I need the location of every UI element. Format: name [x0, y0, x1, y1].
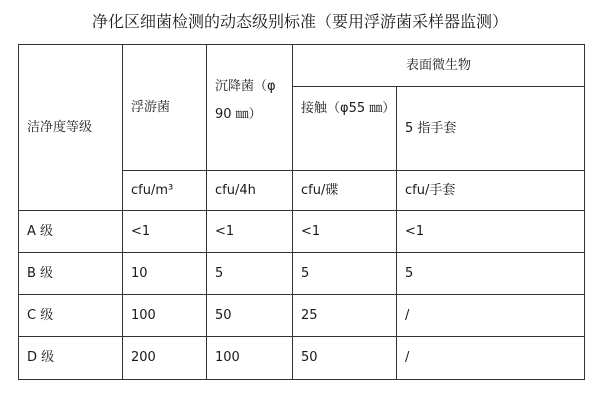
header-grade: 洁净度等级 [19, 45, 123, 211]
row-grade: D 级 [19, 337, 123, 379]
row-airborne: 200 [123, 337, 207, 379]
standards-table [18, 44, 585, 380]
row-glove: / [397, 295, 584, 337]
row-grade: C 级 [19, 295, 123, 337]
unit-contact: cfu/碟 [293, 171, 397, 211]
header-surface: 表面微生物 [293, 45, 584, 87]
header-contact: 接触（φ55 ㎜） [293, 87, 397, 171]
row-contact: 25 [293, 295, 397, 337]
row-airborne: <1 [123, 211, 207, 253]
header-airborne: 浮游菌 [123, 45, 207, 171]
row-glove: / [405, 350, 410, 365]
row-settling: 50 [207, 295, 293, 337]
row-grade: A 级 [19, 211, 123, 253]
row-contact: <1 [293, 211, 397, 253]
unit-settling: cfu/4h [207, 171, 293, 211]
row-glove: 5 [397, 253, 584, 295]
row-contact: 50 [293, 337, 397, 379]
row-settling: <1 [207, 211, 293, 253]
row-airborne: 100 [123, 295, 207, 337]
header-settling: 沉降菌（φ 90 ㎜） [207, 45, 293, 171]
row-settling: 5 [207, 253, 293, 295]
header-glove: 5 指手套 [397, 87, 584, 171]
row-airborne: 10 [123, 253, 207, 295]
row-grade: B 级 [19, 253, 123, 295]
unit-glove: cfu/手套 [397, 171, 584, 211]
row-contact: 5 [293, 253, 397, 295]
unit-airborne: cfu/m³ [123, 171, 207, 211]
row-glove: <1 [397, 211, 584, 253]
row-settling: 100 [207, 337, 293, 379]
page-title: 净化区细菌检测的动态级别标准（要用浮游菌采样器监测） [91, 12, 508, 31]
